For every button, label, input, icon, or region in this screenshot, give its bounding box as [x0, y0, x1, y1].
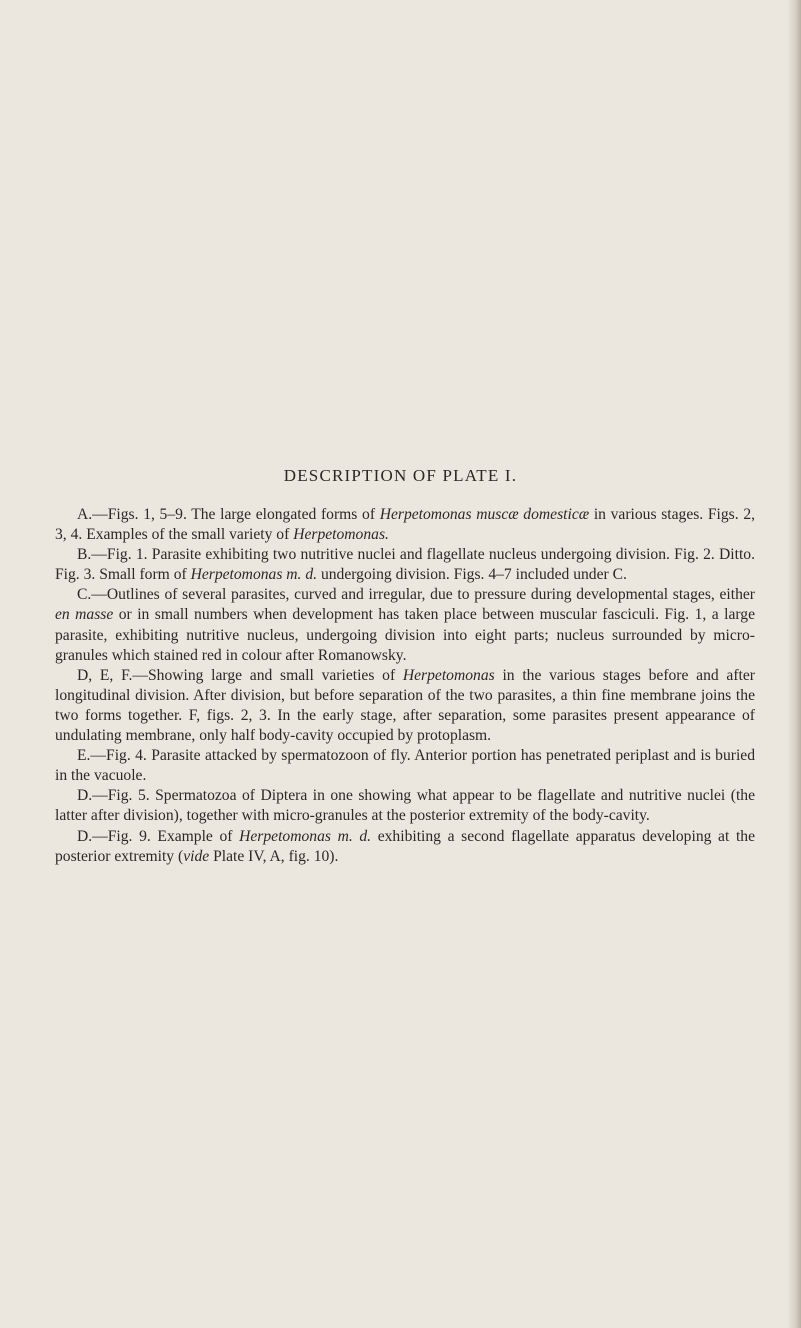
description-paragraph [55, 585, 755, 665]
italic-run: en masse [55, 606, 114, 624]
italic-run: Herpetomonas muscæ domesticæ [379, 506, 590, 523]
text-run: E.—Fig. 4. Parasite attacked by spermatozoon of fly. Anterior portion has penetrated periplast and is buried in the vacuole. [55, 747, 755, 785]
text-run: Plate IV, A, fig. 10). [209, 847, 339, 865]
text-run: D.—Fig. 5. Spermatozoa of Diptera in one showing what appear to be flagellate and nutritive nuclei (the latter after division), together with micro-granules at the posterior extremity of the body-cavity. [55, 787, 755, 825]
text-run: undergoing division. Figs. 4–7 included under C. [317, 566, 627, 584]
text-run: B.—Fig. 1. Parasite exhibiting two nutritive nuclei and flagellate nucleus undergoing division. Fig. 2. Ditto. Fig. 3. Small form of [55, 546, 755, 584]
italic-run: vide [183, 847, 210, 865]
italic-run: Herpetomonas m. d. [190, 566, 318, 584]
text-run: in the various stages before and after longitudinal division. After division, but before separation of the two parasites, a thin fine membrane joins the two forms together. F, figs. 2, 3. In the early stage, after separation, some parasites present appearance of undulating membrane, only half body-cavity occupied by protoplasm. [55, 666, 755, 745]
italic-run: Herpetomonas. [293, 526, 389, 544]
italic-run: Herpetomonas m. d. [239, 827, 372, 845]
text-run: C.—Outlines of several parasites, curved and irregular, due to pressure during developmental stages, either [77, 586, 755, 604]
description-paragraph [55, 746, 755, 786]
page-edge-shadow [787, 0, 801, 1328]
description-paragraph [55, 786, 755, 826]
text-run: exhibiting a second flagellate apparatus developing at the posterior extremity ( [55, 827, 755, 865]
description-paragraph [55, 545, 755, 585]
description-paragraph [55, 827, 755, 867]
text-run: D.—Fig. 9. Example of [77, 827, 240, 845]
description-paragraph [55, 505, 755, 545]
text-run: or in small numbers when development has taken place between muscular fasciculi. Fig. 1, a large parasite, exhibiting nutritive nucleus, undergoing division into eight parts; nucleus surrounded by micro-granules which stained red in colour after Romanowsky. [55, 606, 755, 664]
plate-description-title: DESCRIPTION OF PLATE I. [283, 466, 518, 485]
text-run: in various stages. Figs. 2, 3, 4. Examples of the small variety of [55, 506, 756, 544]
plate-description-body [55, 505, 755, 867]
text-run: D, E, F.—Showing large and small varieties of [77, 666, 403, 684]
description-paragraph [55, 666, 755, 746]
text-run: A.—Figs. 1, 5–9. The large elongated forms of [77, 506, 380, 523]
italic-run: Herpetomonas [402, 666, 495, 684]
